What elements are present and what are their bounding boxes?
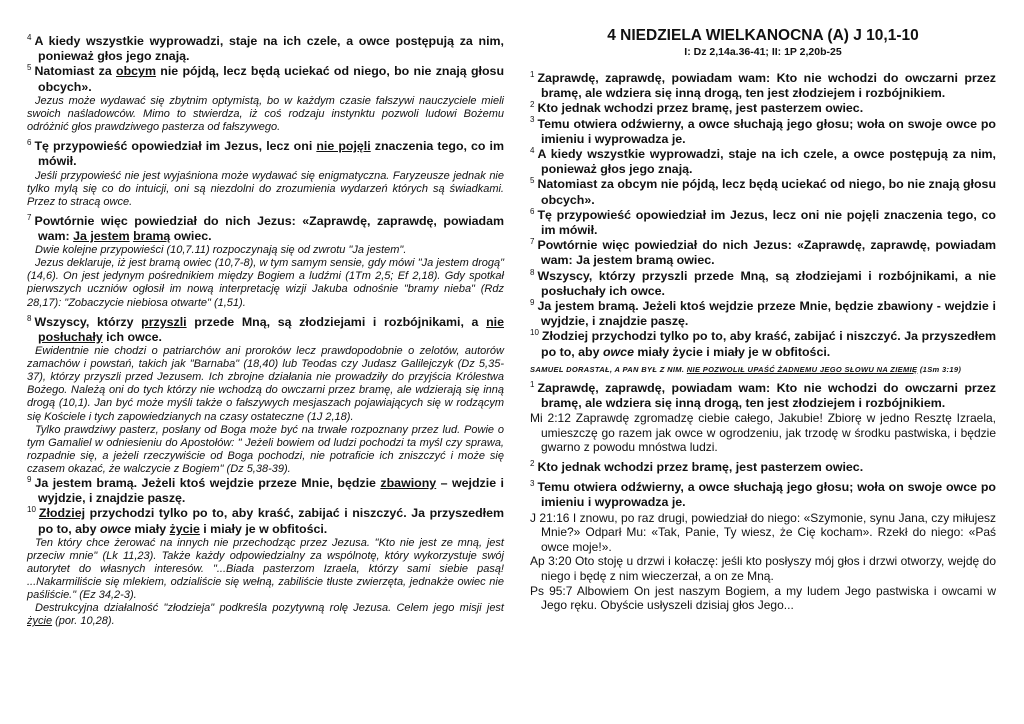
quote-line <box>530 365 996 375</box>
verse-text: ich owce. <box>102 329 162 344</box>
commentary-8b: Tylko prawdziwy pasterz, posłany od Boga może być na trwałe rozpoznany przez lud. Powie o tym Gamaliel w odniesieniu do Apostołów: " Jeżeli bowiem od ludzi pochodzi ta myśl czy sprawa, rozpadnie się, a jeżeli rzeczywiście od Boga pochodzi, nie potraficie ich zniszczyć i może się czasem okazać, że walczycie z Bogiem" (Dz 5,38-39). <box>27 423 504 475</box>
underlined-word: bramą <box>133 228 171 243</box>
verse-6 <box>27 139 504 169</box>
verse-text: Złodziej przychodzi tylko po to, aby kraść, zabijać i niszczyć. Ja przyszedłem po to, aby <box>541 329 996 359</box>
verse-number: 10 <box>27 505 36 515</box>
verse-number: 3 <box>530 115 535 125</box>
verse-text: miały życie i miały je w obfitości. <box>633 344 831 359</box>
verse-number: 4 <box>27 32 32 42</box>
verse-number: 6 <box>27 137 32 147</box>
reflection-verse-3 <box>530 480 996 510</box>
commentary-10a: Ten który chce żerować na innych nie przechodząc przez Jezusa. "Kto nie jest ze mną, jest przeciw mnie" (Lk 11,23). Także każdy odpowiedzialny za wspólnotę, który wykorzystuje swój autorytet do własnych interesów. "...Biada pasterzom Izraela, którzy sami siebie pasą! ...Nakarmiliście się mlekiem, odzialiście się wełną, zabiliście tłuste zwierzęta, jednakże owiec nie paśliście." (Ez 34,2-3). <box>27 536 504 602</box>
verse-number: 4 <box>530 145 535 155</box>
verse-number: 1 <box>530 69 535 79</box>
underlined-word: przyszli <box>141 314 187 329</box>
commentary-5: Jezus może wydawać się zbytnim optymistą, bo w każdym czasie fałszywi nauczyciele mieli swoich naśladowców. Mimo to stwierdza, iż coś rodzaju instynktu pozwoli ludowi Bożemu odróżnić głos prawdziwego pasterza od fałszywego. <box>27 94 504 133</box>
verse-1 <box>530 71 996 101</box>
verse-text: nie pójdą, lecz będą uciekać od niego, bo nie znają głosu obcych». <box>38 64 505 94</box>
verse-3 <box>530 117 996 147</box>
italic-word: owce <box>602 344 634 359</box>
readings-subtitle: I: Dz 2,14a.36-41; II: 1P 2,20b-25 <box>684 46 842 58</box>
verse-text: Wszyscy, którzy <box>34 314 142 329</box>
cross-reference-j: J 21:16 I znowu, po raz drugi, powiedział do niego: «Szymonie, synu Jana, czy miłujesz Mnie?» Odparł Mu: «Tak, Panie, Ty wiesz, że Cię kocham». Rzekł do niego: «Paś owce moje!». <box>530 510 996 554</box>
verse-4 <box>530 147 996 177</box>
verse-6 <box>530 208 996 238</box>
commentary-6: Jeśli przypowieść nie jest wyjaśniona może wydawać się enigmatyczna. Faryzeusze jednak nie tylko mylą się co do intuicji, oni są niezdolni do zrozumienia wydarzeń których są świadkami. Przez to stracą owce. <box>27 169 504 208</box>
verse-text: miały <box>130 521 170 536</box>
underlined-word: nie posłuchały <box>38 314 505 344</box>
commentary-7a: Dwie kolejne przypowieści (10,7.11) rozpoczynają się od zwrotu "Ja jestem". <box>35 244 407 257</box>
cross-reference-ps: Ps 95:7 Albowiem On jest naszym Bogiem, a my ludem Jego pastwiska i owcami w Jego ręku. Obyście usłyszeli dzisiaj głos Jego... <box>530 583 996 613</box>
verse-8 <box>27 315 504 345</box>
verse-number: 2 <box>530 100 535 110</box>
underlined-quote: NIE POZWOLIŁ UPAŚĆ ŻADNEMU JEGO SŁOWU NA ZIEMIĘ <box>686 364 918 374</box>
underlined-word: Złodziej <box>38 506 86 521</box>
verse-text: A kiedy wszystkie wyprowadzi, staje na ich czele, a owce postępują za nim, ponieważ głos jego znają. <box>537 147 996 177</box>
verse-text: i miały je w obfitości. <box>199 521 328 536</box>
verse-number: 7 <box>27 212 32 222</box>
reflection-verse-1 <box>530 381 996 411</box>
verse-text: Temu otwiera odźwierny, a owce słuchają jego głosu; woła on swoje owce po imieniu i wyprowadza je. <box>537 116 996 146</box>
verse-4 <box>27 34 504 64</box>
right-column <box>530 0 996 724</box>
verse-text: Ja jestem bramą. Jeżeli ktoś wejdzie przeze Mnie, będzie zbawiony - wejdzie i wyjdzie, i znajdzie paszę. <box>537 299 996 329</box>
verse-text: przychodzi tylko po to, aby kraść, zabijać i niszczyć. Ja przyszedłem po to, aby <box>38 506 504 536</box>
verse-number: 6 <box>530 206 535 216</box>
verse-text: Kto jednak wchodzi przez bramę, jest pasterzem owiec. <box>537 101 864 116</box>
verse-8 <box>530 269 996 299</box>
verse-text: Zaprawdę, zaprawdę, powiadam wam: Kto nie wchodzi do owczarni przez bramę, ale wdziera się inną drogą, ten jest złodziejem i rozbójnikiem. <box>537 380 996 411</box>
verse-number: 5 <box>530 176 535 186</box>
page-title: 4 NIEDZIELA WIELKANOCNA (A) J 10,1-10 <box>607 27 919 44</box>
verse-5 <box>530 177 996 207</box>
verse-text: Ja jestem bramą. Jeżeli ktoś wejdzie przeze Mnie, będzie <box>34 476 381 490</box>
verse-text: Wszyscy, którzy przyszli przede Mną, są złodziejami i rozbójnikami, a nie posłuchały ich owce. <box>537 268 996 298</box>
verse-text: Kto jednak wchodzi przez bramę, jest pasterzem owiec. <box>537 460 864 475</box>
reflection-verse-2 <box>530 460 996 475</box>
underlined-word: obcym <box>116 64 156 79</box>
cross-reference-ap: Ap 3:20 Oto stoję u drzwi i kołaczę: jeśli kto posłyszy mój głos i drzwi otworzy, wejdę do niego i będę z nim wieczerzał, a on ze Mną. <box>530 554 996 584</box>
underlined-word: nie pojęli <box>316 139 371 154</box>
verse-number: 9 <box>530 297 535 307</box>
verse-text: owiec. <box>170 228 212 243</box>
verse-text: Zaprawdę, zaprawdę, powiadam wam: Kto nie wchodzi do owczarni przez bramę, ale wdziera się inną drogą, ten jest złodziejem i rozbójnikiem. <box>537 71 996 101</box>
verse-9 <box>27 476 504 506</box>
commentary-text: Destrukcyjna działalność "złodzieja" podkreśla pozytywną rolę Jezusa. Celem jego misji jest <box>35 602 504 615</box>
verse-number: 5 <box>27 63 32 73</box>
verse-number: 8 <box>27 313 32 323</box>
verse-10 <box>530 329 996 359</box>
verse-number: 3 <box>530 479 535 489</box>
verse-7 <box>27 214 504 244</box>
underlined-word: życie <box>27 615 53 628</box>
verse-text: Powtórnie więc powiedział do nich Jezus: «Zaprawdę, zaprawdę, powiadam wam: Ja jestem bramą owiec. <box>537 238 996 268</box>
verse-2 <box>530 101 996 116</box>
verse-9 <box>530 299 996 329</box>
commentary-10b <box>27 602 504 628</box>
italic-word: owce <box>99 521 131 536</box>
verse-number: 7 <box>530 237 535 247</box>
verse-text: Powtórnie więc powiedział do nich Jezus: «Zaprawdę, zaprawdę, powiadam wam: <box>34 213 504 243</box>
quote-reference: (1Sm 3:19) <box>917 364 962 374</box>
verse-text: Temu otwiera odźwierny, a owce słuchają jego głosu; woła on swoje owce po imieniu i wyprowadza je. <box>537 480 996 510</box>
underlined-word: zbawiony <box>380 476 437 490</box>
underlined-word: życie <box>169 521 200 536</box>
verse-text: przede Mną, są złodziejami i rozbójnikami, a <box>186 314 487 329</box>
underlined-word: Ja jestem <box>73 228 130 243</box>
verse-10 <box>27 506 504 536</box>
verse-7 <box>530 238 996 268</box>
commentary-7b: Jezus deklaruje, iż jest bramą owiec (10,7-8), w tym samym sensie, gdy mówi "Ja jestem drogą" (14,6). On jest jedynym pośrednikiem między Bogiem a ludźmi (1Tm 2,5; Ef 2,18). Gdy spotkał pierwszych uczniów ogłosił im nową interpretację wizji Jakuba odnośnie "bramy nieba" (Rdz 28,17): "Zobaczycie niebiosa otwarte" (1,51). <box>27 257 504 309</box>
verse-number: 1 <box>530 379 535 389</box>
cross-reference-mi: Mi 2:12 Zaprawdę zgromadzę ciebie całego, Jakubie! Zbiorę w jedno Resztę Izraela, umieszczę go razem jak owce w ogrodzeniu, jak trzodę w środku pastwiska, i będzie gwarno z powodu mnóstwa ludzi. <box>530 411 996 455</box>
verse-text: Tę przypowieść opowiedział im Jezus, lecz oni <box>34 139 317 154</box>
verse-text: A kiedy wszystkie wyprowadzi, staje na ich czele, a owce postępują za nim, ponieważ głos jego znają. <box>34 34 504 64</box>
commentary-text: (por. 10,28). <box>52 615 115 628</box>
left-column <box>27 0 504 724</box>
verse-text: Tę przypowieść opowiedział im Jezus, lecz oni nie pojęli znaczenia tego, co im mówił. <box>537 207 996 238</box>
verse-number: 2 <box>530 458 535 468</box>
verse-number: 8 <box>530 267 535 277</box>
commentary-8a: Ewidentnie nie chodzi o patriarchów ani proroków lecz prawdopodobnie o zelotów, autorów zamachów i powstań, takich jak "Barnaba" (18,40) lub Teodas czy Judasz Galilejczyk (Dz 5,35-37), którzy przyszli przed Jezusem. Ich zbrojne działania nie prowadziły do przyjścia Królestwa Bożego. Należą oni do tych którzy nie wchodzą do owczarni przez bramę, ale wdzierają się inną drogą (10,1). Jan być może myśli także o fałszywych mesjaszach pojawiających się w rodzącym się Kościele i tych zapowiedzianych na czasy ostateczne (1J 2,18). <box>27 345 504 423</box>
quote-text: SAMUEL DORASTAŁ, A PAN BYŁ Z NIM. <box>530 364 687 374</box>
verse-number: 10 <box>530 328 539 338</box>
verse-text: – wejdzie i wyjdzie, i znajdzie paszę. <box>38 476 504 506</box>
verse-5 <box>27 64 504 94</box>
verse-text: Natomiast za obcym nie pójdą, lecz będą uciekać od niego, bo nie znają głosu obcych». <box>537 177 997 207</box>
verse-number: 9 <box>27 474 32 484</box>
verse-text: znaczenia tego, co im mówił. <box>38 139 505 169</box>
verse-text: Natomiast za <box>34 64 117 79</box>
